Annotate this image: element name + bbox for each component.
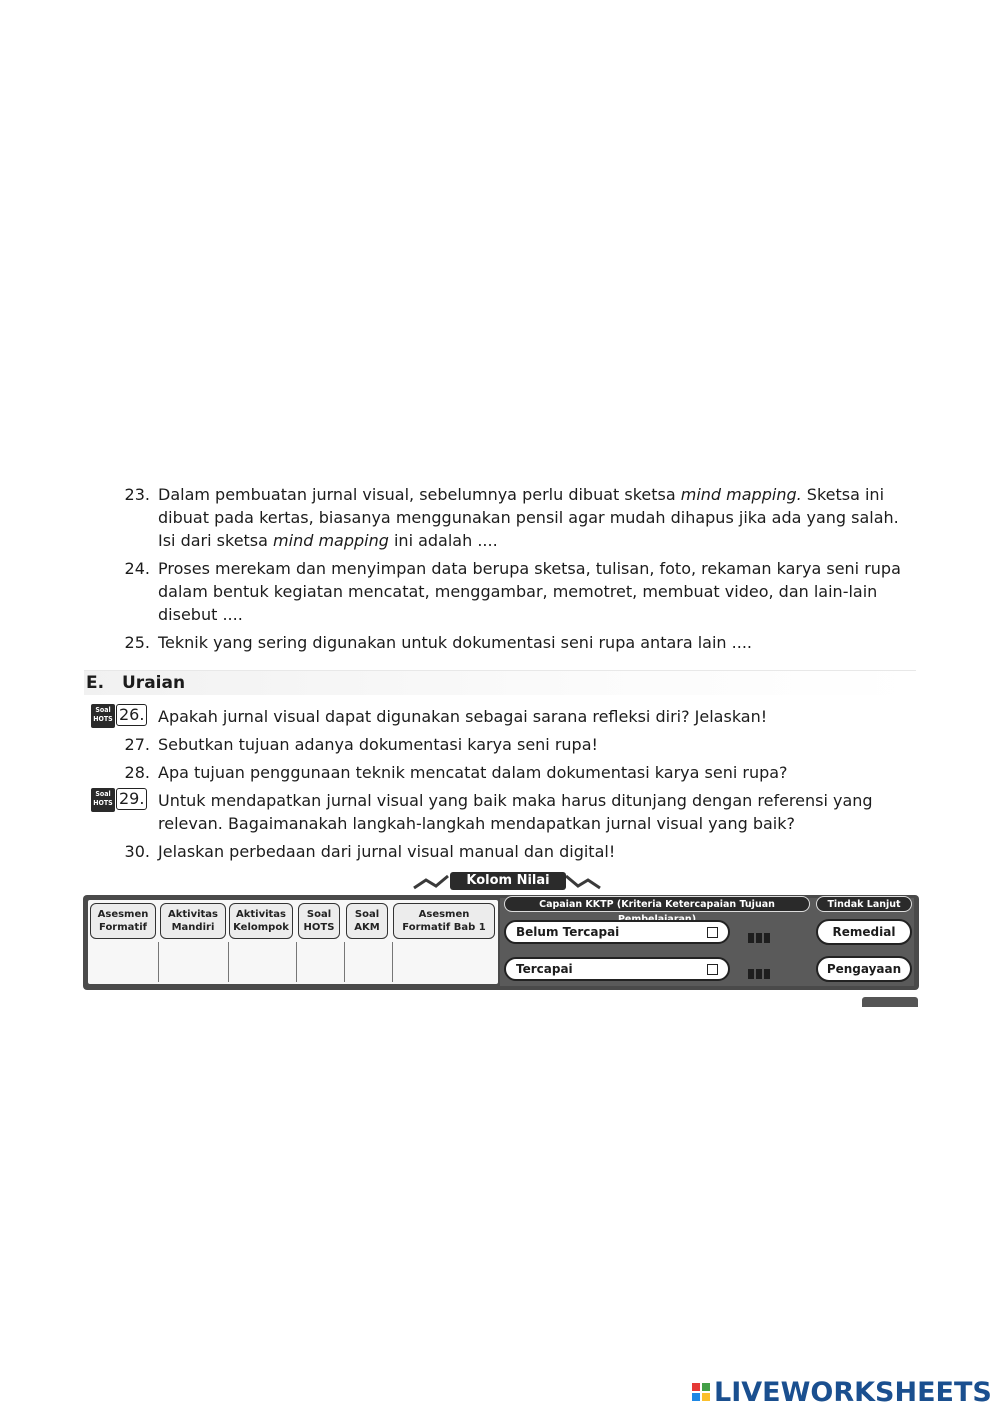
score-cell[interactable]: [392, 942, 496, 982]
question-number: 23.: [124, 485, 150, 504]
tindak-lanjut-title: Tindak Lanjut: [816, 896, 912, 912]
logo-text: LIVEWORKSHEETS: [714, 1376, 992, 1408]
header-soal-akm: Soal AKM: [346, 903, 388, 939]
question-text: Jelaskan perbedaan dari jurnal visual manual dan digital!: [158, 842, 616, 861]
score-cell[interactable]: [228, 942, 296, 982]
kktp-title: Capaian KKTP (Kriteria Ketercapaian Tujuan: [504, 896, 810, 912]
question-30: [114, 840, 916, 864]
section-title: Uraian: [122, 673, 186, 693]
question-text: Untuk mendapatkan jurnal visual yang baik maka harus ditunjang dengan referensi yang relevan. Bagaimanakah langkah-langkah mendapatkan jurnal visual yang baik?: [158, 791, 873, 833]
header-aktivitas-kelompok: Aktivitas Kelompok: [229, 903, 293, 939]
nilai-tab: [862, 997, 918, 1007]
question-number: 28.: [124, 763, 150, 782]
question-text: Sebutkan tujuan adanya dokumentasi karya seni rupa!: [158, 735, 598, 754]
question-26: [114, 705, 916, 729]
question-number-box: 29.: [116, 788, 147, 810]
question-text: Apakah jurnal visual dapat digunakan sebagai sarana refleksi diri? Jelaskan!: [158, 707, 768, 726]
header-soal-hots: Soal HOTS: [298, 903, 340, 939]
question-25: [114, 631, 916, 655]
header-asesmen-formatif: Asesmen Formatif: [90, 903, 156, 939]
arrow-dots-icon: [748, 964, 778, 974]
pengayaan-button[interactable]: Pengayaan: [816, 956, 912, 982]
kktp-row-belum-tercapai[interactable]: [504, 920, 730, 944]
question-number: 30.: [124, 842, 150, 861]
score-cell[interactable]: [158, 942, 228, 982]
question-24: [114, 557, 916, 627]
kktp-row-tercapai[interactable]: [504, 957, 730, 981]
question-number: 27.: [124, 735, 150, 754]
kolom-nilai-title: Kolom Nilai: [450, 872, 566, 890]
logo-grid-icon: [692, 1383, 710, 1401]
question-29: [114, 789, 916, 837]
question-28: [114, 761, 916, 785]
header-aktivitas-mandiri: Aktivitas Mandiri: [160, 903, 226, 939]
question-text: Dalam pembuatan jurnal visual, sebelumnya perlu dibuat sketsa mind mapping. Sketsa ini dibuat pada kertas, biasanya menggunakan pensil agar mudah dihapus jika ada yang salah. Isi dari sketsa mind mapping ini adalah ....: [158, 485, 899, 550]
question-text: Proses merekam dan menyimpan data berupa sketsa, tulisan, foto, rekaman karya seni rupa dalam bentuk kegiatan mencatat, menggambar, memotret, membuat video, dan lain-lain disebut ....: [158, 559, 901, 624]
section-heading: [84, 670, 916, 695]
score-cell[interactable]: [90, 942, 158, 982]
score-cell[interactable]: [344, 942, 392, 982]
remedial-button[interactable]: Remedial: [816, 919, 912, 945]
arrow-dots-icon: [748, 928, 778, 938]
question-number: 24.: [124, 559, 150, 578]
score-cell[interactable]: [296, 942, 344, 982]
question-text: Apa tujuan penggunaan teknik mencatat dalam dokumentasi karya seni rupa?: [158, 763, 788, 782]
question-27: [114, 733, 916, 757]
section-letter: E.: [86, 673, 105, 693]
kktp-label: Belum Tercapai: [516, 925, 620, 939]
question-number-box: 26.: [116, 704, 147, 726]
header-asesmen-formatif-bab-1: Asesmen Formatif Bab 1: [393, 903, 495, 939]
checkbox-icon[interactable]: [707, 964, 718, 975]
question-23: [114, 483, 916, 553]
liveworksheets-logo: [692, 1378, 992, 1406]
kktp-label: Tercapai: [516, 962, 573, 976]
question-text: Teknik yang sering digunakan untuk dokumentasi seni rupa antara lain ....: [158, 633, 752, 652]
hots-badge: Soal HOTS: [91, 788, 115, 812]
question-number: 25.: [124, 633, 150, 652]
hots-badge: Soal HOTS: [91, 704, 115, 728]
checkbox-icon[interactable]: [707, 927, 718, 938]
